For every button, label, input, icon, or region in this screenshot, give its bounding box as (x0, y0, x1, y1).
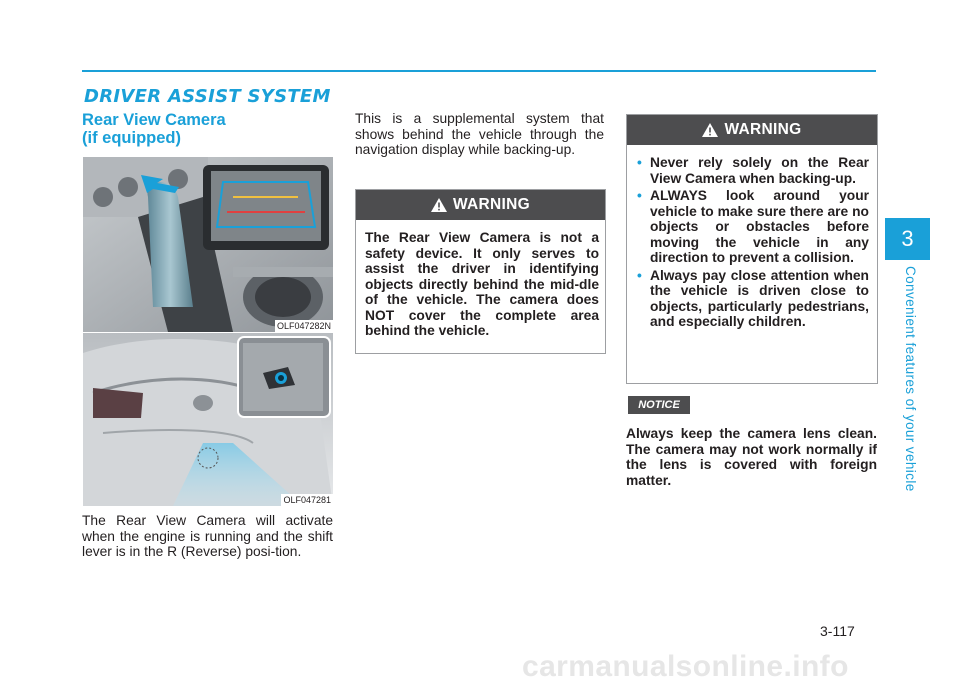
figure-code: OLF047281 (283, 495, 331, 505)
page-number: 3-117 (820, 623, 855, 639)
notice-paragraph: Always keep the camera lens clean. The camera may not work normally if the lens is covered with foreign matter. (626, 426, 877, 488)
warning-list-item: • ALWAYS look around your vehicle to make sure there are no objects or obstacles before moving the vehicle in any direction to prevent a collision. (637, 188, 869, 265)
warning-triangle-icon (431, 198, 447, 212)
warning-list (627, 145, 877, 330)
section-title: DRIVER ASSIST SYSTEM (84, 86, 331, 107)
warning-title: WARNING (724, 121, 802, 138)
top-rule (82, 70, 876, 72)
shift-lever-illustration (83, 157, 333, 332)
article-heading-line2: (if equipped) (82, 129, 181, 147)
warning-box-right (626, 114, 878, 384)
article-heading-line1: Rear View Camera (82, 111, 226, 129)
warning-box-middle (355, 189, 606, 354)
warning-header (627, 115, 877, 145)
warning-header (356, 190, 605, 220)
warning-title: WARNING (452, 196, 530, 213)
rear-camera-figure (83, 333, 333, 506)
bullet-icon: • (637, 188, 642, 203)
bullet-icon: • (637, 155, 642, 170)
warning-text: The Rear View Camera is not a safety device. It only serves to assist the driver in identifying objects directly behind the mid-dle of the vehicle. The camera does NOT cover the complete area behind the vehicle. (365, 230, 599, 338)
warning-list-item: • Never rely solely on the Rear View Camera when backing-up. (637, 155, 869, 186)
article-heading (82, 111, 226, 147)
warning-list-item: • Always pay close attention when the vehicle is driven close to objects, particularly pedestrians, and especially children. (637, 267, 869, 329)
supplemental-paragraph: This is a supplemental system that shows behind the vehicle through the navigation display while backing-up. (355, 111, 604, 157)
watermark[interactable]: carmanualsonline.info (522, 650, 849, 683)
rear-camera-illustration (83, 333, 333, 506)
chapter-tab: 3 (885, 218, 930, 260)
notice-badge: NOTICE (628, 396, 690, 414)
chapter-side-label: Convenient features of your vehicle (903, 266, 918, 492)
figure-code: OLF047282N (276, 321, 331, 331)
bullet-icon: • (637, 267, 642, 283)
shift-lever-figure (83, 157, 333, 332)
warning-triangle-icon (702, 123, 718, 137)
intro-paragraph: The Rear View Camera will activate when the engine is running and the shift lever is in the R (Reverse) posi-tion. (82, 513, 333, 559)
